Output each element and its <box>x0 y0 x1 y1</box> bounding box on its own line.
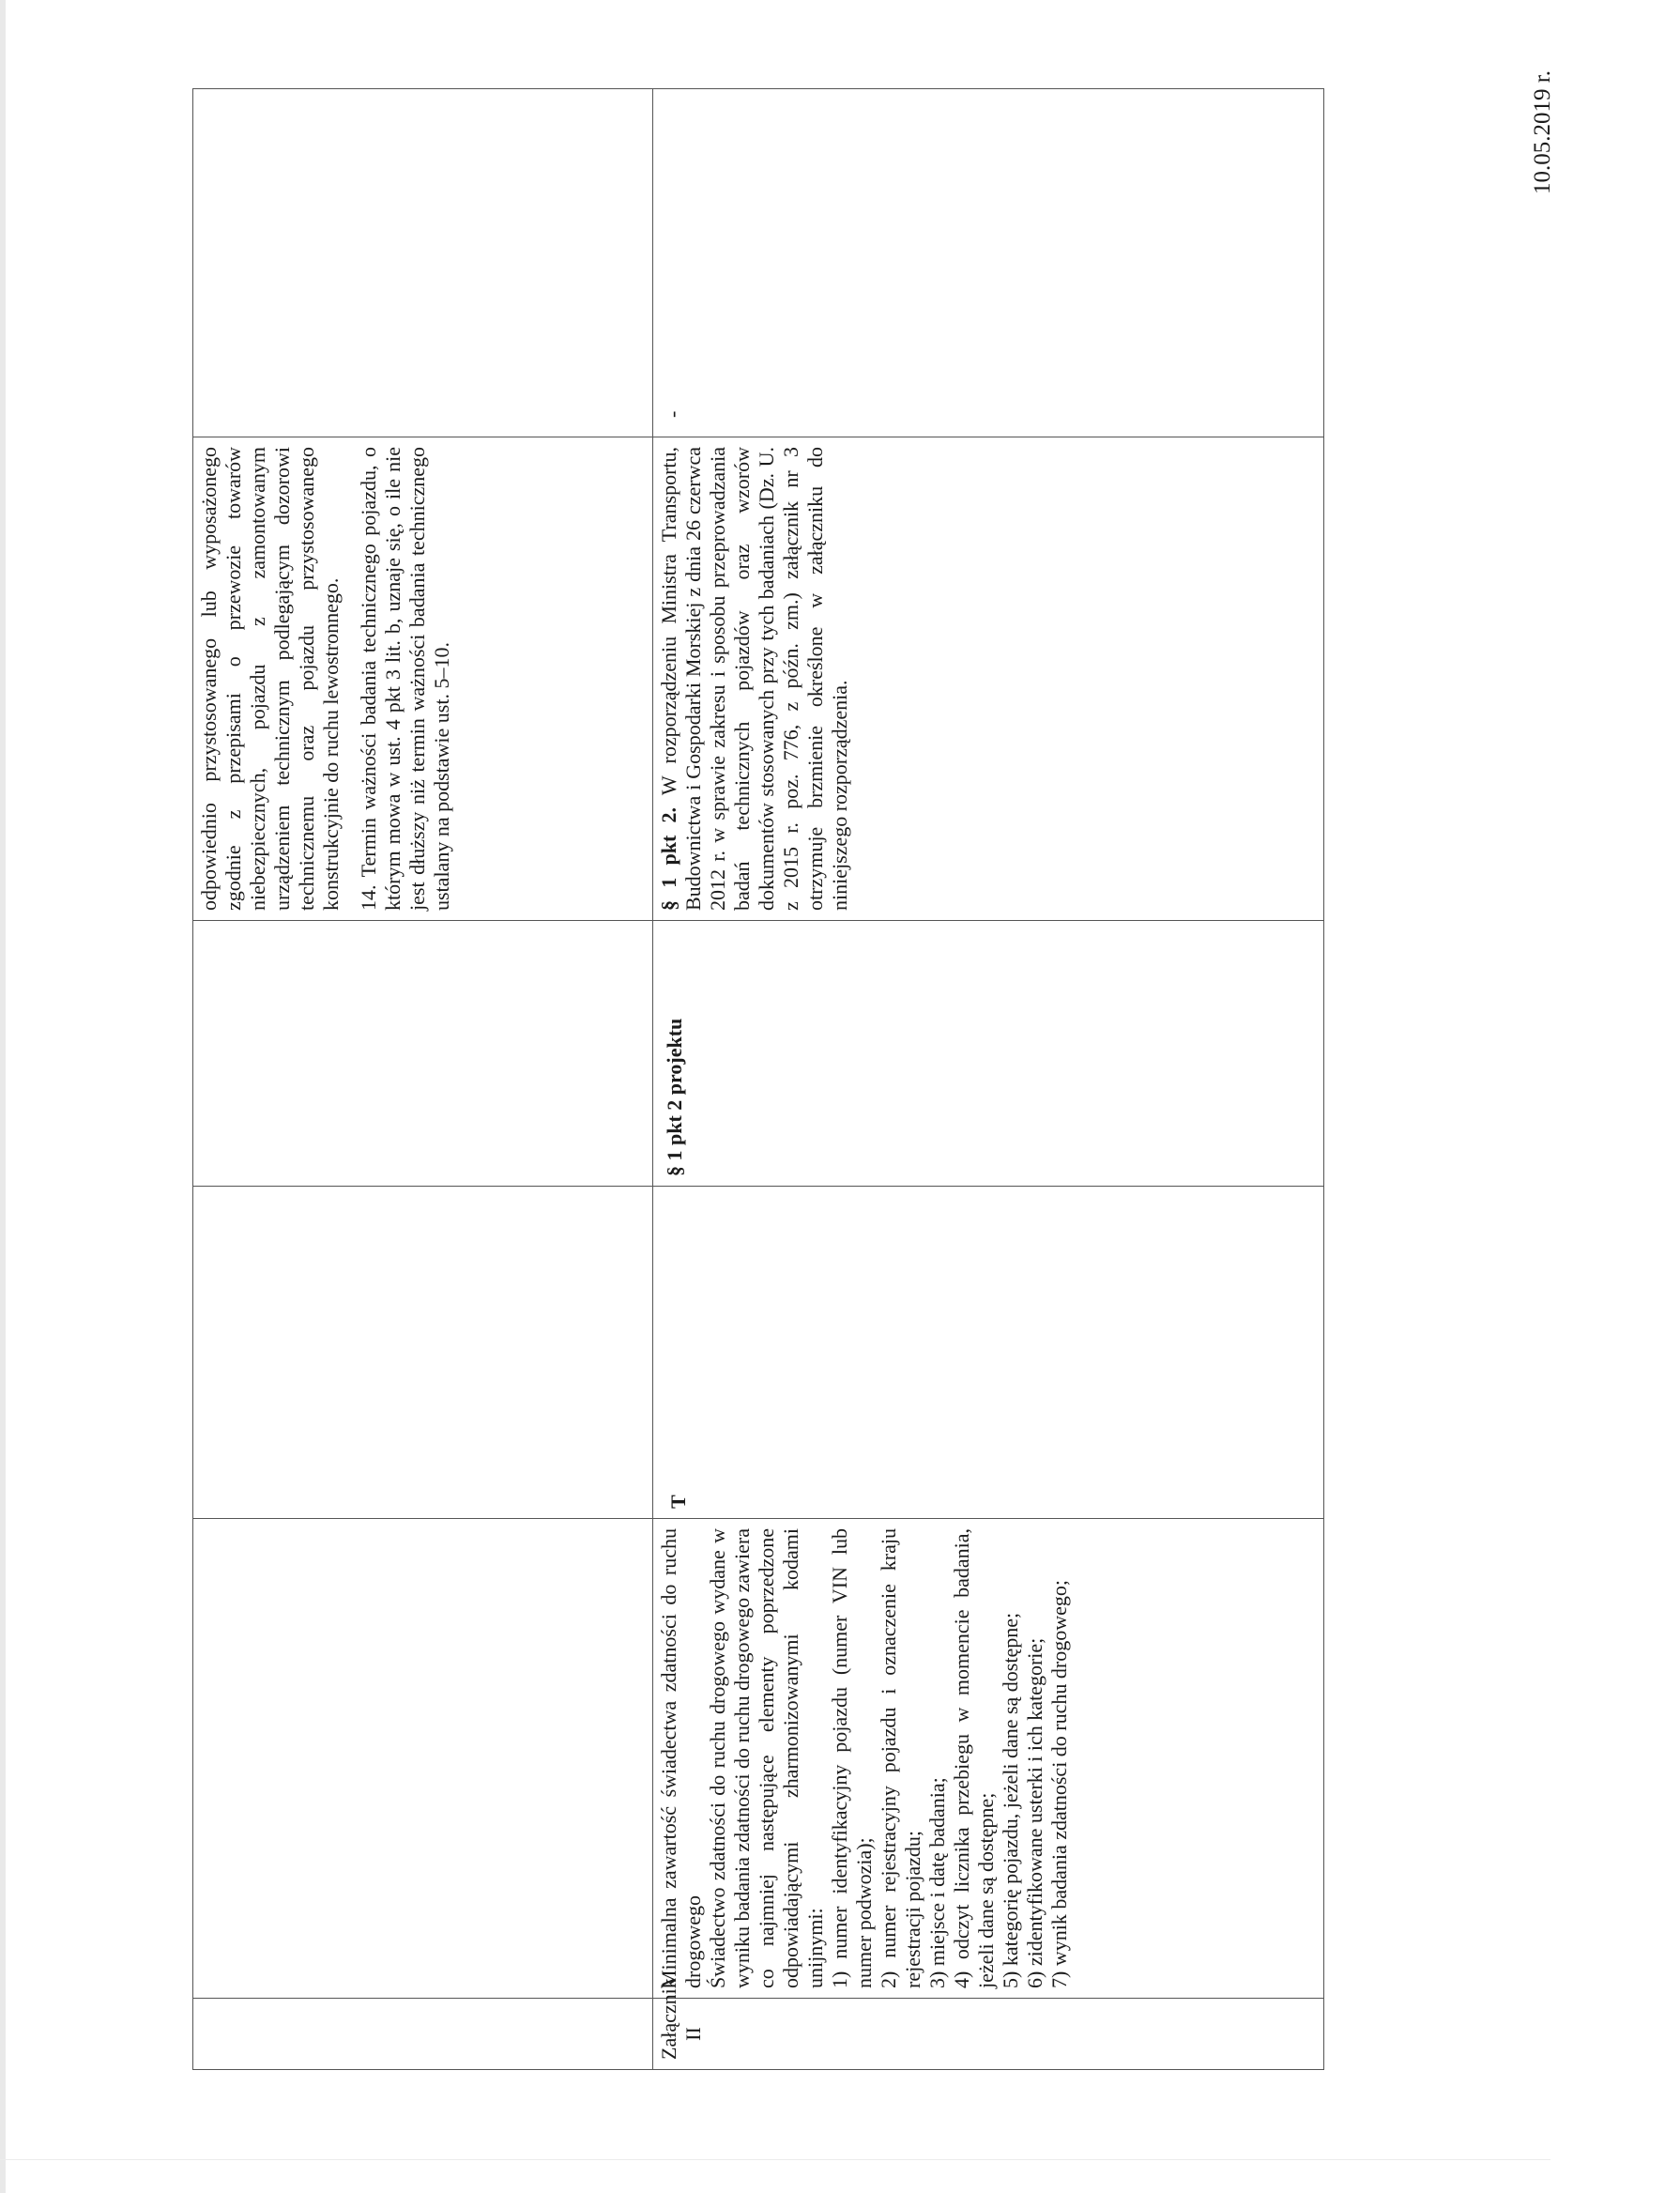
cell-national-content <box>653 437 1324 921</box>
cell-national-content <box>193 437 653 921</box>
list-item: 5) kategorię pojazdu, jeżeli dane są dostępne; <box>999 1612 1022 1988</box>
table-row <box>193 89 653 2070</box>
document-date: 10.05.2019 r. <box>1530 70 1555 194</box>
list-item: 4) odczyt licznika przebiegu w momencie badania, jeżeli dane są dostępne; <box>950 1528 998 1988</box>
list-item: 3) miejsce i datę badania; <box>925 1777 949 1988</box>
annex-title: Minimalna zawartość świadectwa zdatności do ruchu drogowego <box>657 1528 705 1988</box>
content-paragraph <box>657 447 852 911</box>
list-item: 1) numer identyfikacyjny pojazdu (numer VIN lub numer podwozia); <box>828 1528 876 1988</box>
cell-remarks: - <box>653 89 1324 437</box>
table-row <box>653 89 1324 2070</box>
list-item: 2) numer rejestracyjny pojazdu i oznaczenie kraju rejestracji pojazdu; <box>877 1528 924 1988</box>
cell-reference: § 1 pkt 2 projektu <box>653 921 1324 1187</box>
content-paragraph: odpowiednio przystosowanego lub wyposażonego zgodnie z przepisami o przewozie towarów niebezpiecznych, pojazdu z zamontowanym urządzeniem technicznym podlegającym dozorowi technicznemu oraz pojazdu przystosowanego konstrukcyjnie do ruchu lewostronnego. <box>197 447 343 911</box>
cell-reference-empty <box>193 921 653 1187</box>
concordance-table <box>192 88 1324 2070</box>
rotated-page <box>141 70 1680 2070</box>
cell-directive-text <box>653 1519 1324 1999</box>
cell-unit: Załącznik II <box>653 1999 1324 2070</box>
cell-type-empty <box>193 1187 653 1519</box>
cell-directive-empty <box>193 1519 653 1999</box>
scan-line <box>0 2159 1550 2160</box>
list-item: 7) wynik badania zdatności do ruchu drogowego; <box>1047 1580 1071 1988</box>
scan-edge <box>0 0 6 2193</box>
cell-remarks-empty <box>193 89 653 437</box>
paragraph-number: § 1 pkt 2. <box>657 806 680 911</box>
cell-type: T <box>653 1187 1324 1519</box>
content-paragraph: 14. Termin ważności badania technicznego pojazdu, o którym mowa w ust. 4 pkt 3 lit. b, uznaje się, o ile nie jest dłuższy niż termin ważności badania technicznego ustalany na podstawie ust. 5–10. <box>357 447 453 911</box>
paragraph-text: W rozporządzeniu Ministra Transportu, Budownictwa i Gospodarki Morskiej z dnia 26 czerwca 2012 r. w sprawie zakresu i sposobu przeprowadzania badań technicznych pojazdów oraz wzorów dokumentów stosowanych przy tych badaniach (Dz. U. z 2015 r. poz. 776, z późn. zm.) załącznik nr 3 otrzymuje brzmienie określone w załączniku do niniejszego rozporządzenia. <box>657 446 851 911</box>
cell-unit-empty <box>193 1999 653 2070</box>
list-item: 6) zidentyfikowane usterki i ich kategorie; <box>1023 1637 1046 1988</box>
annex-intro: Świadectwo zdatności do ruchu drogowego wydane w wyniku badania zdatności do ruchu drogowego zawiera co najmniej następujące elementy poprzedzone odpowiadającymi zharmonizowanymi kodami unijnymi: <box>706 1528 827 1988</box>
